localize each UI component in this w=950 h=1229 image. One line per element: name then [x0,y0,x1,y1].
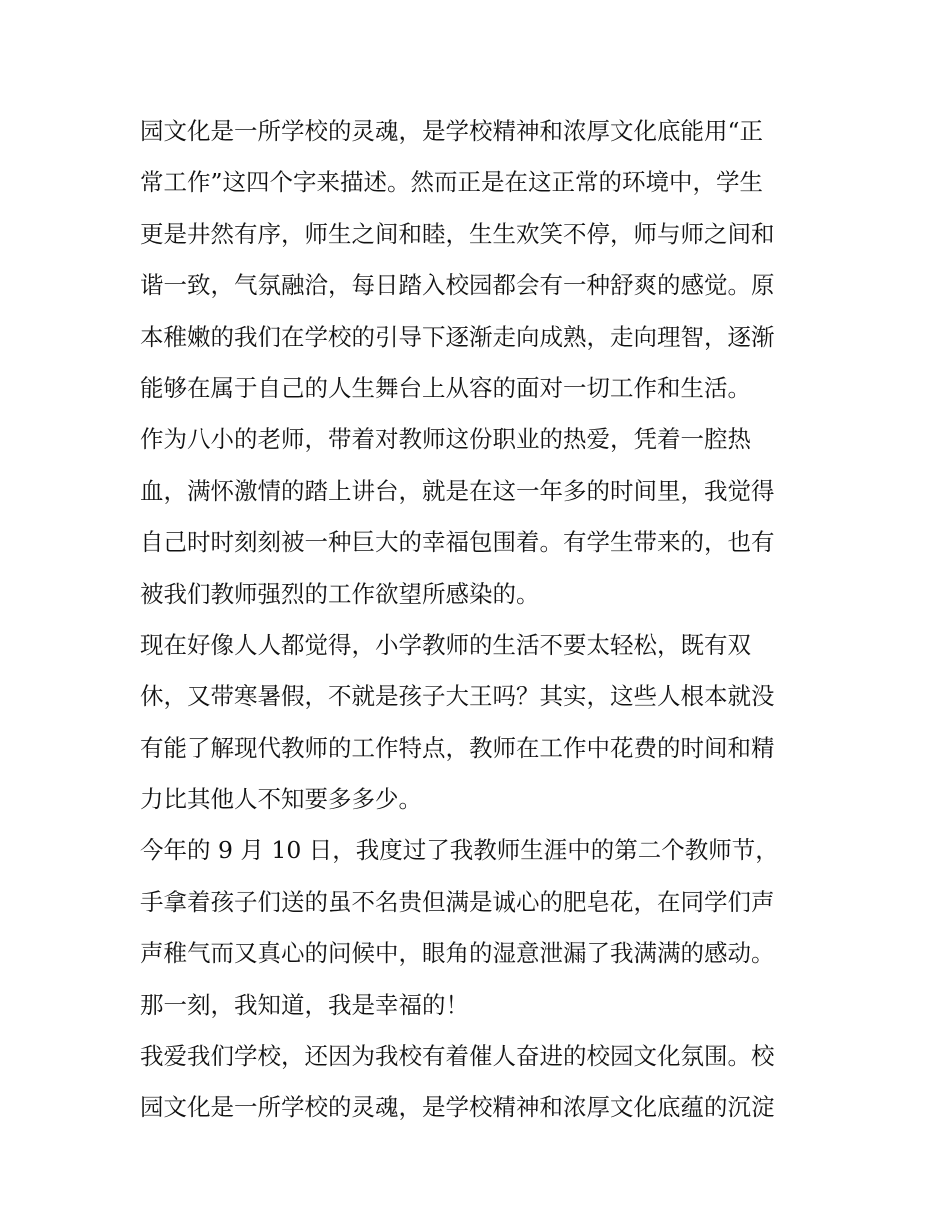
document-body [140,106,820,1134]
text-line: 现在好像人人都觉得，小学教师的生活不要太轻松，既有双 [140,630,751,659]
text-line: 园文化是一所学校的灵魂，是学校精神和浓厚文化底蕴的沉淀 [140,1093,775,1122]
text-line: 园文化是一所学校的灵魂，是学校精神和浓厚文化底能用“正 [140,117,764,145]
text-line: 今年的 9 月 10 日，我度过了我教师生涯中的第二个教师节， [140,836,779,865]
text-line: 我爱我们学校，还因为我校有着催人奋进的校园文化氛围。校 [140,1042,775,1071]
text-line: 本稚嫩的我们在学校的引导下逐渐走向成熟，走向理智，逐渐 [140,322,775,351]
text-line: 那一刻，我知道，我是幸福的！ [140,990,469,1019]
text-line: 更是井然有序，师生之间和睦，生生欢笑不停，师与师之间和 [140,219,775,248]
text-line: 常工作”这四个字来描述。然而正是在这正常的环境中，学生 [140,168,764,197]
text-line: 血，满怀激情的踏上讲台，就是在这一年多的时间里，我觉得 [140,476,775,505]
text-line: 声稚气而又真心的问候中，眼角的湿意泄漏了我满满的感动。 [140,939,775,968]
text-line: 休，又带寒暑假，不就是孩子大王吗？其实，这些人根本就没 [140,682,775,711]
text-line: 能够在属于自己的人生舞台上从容的面对一切工作和生活。 [140,373,751,402]
text-line: 力比其他人不知要多多少。 [140,785,422,814]
text-line: 谐一致，气氛融洽，每日踏入校园都会有一种舒爽的感觉。原 [140,271,775,300]
text-line: 手拿着孩子们送的虽不名贵但满是诚心的肥皂花，在同学们声 [140,887,775,916]
text-line: 自己时时刻刻被一种巨大的幸福包围着。有学生带来的，也有 [140,528,775,557]
text-line: 有能了解现代教师的工作特点，教师在工作中花费的时间和精 [140,733,775,762]
text-line: 作为八小的老师，带着对教师这份职业的热爱，凭着一腔热 [140,425,751,454]
text-line: 被我们教师强烈的工作欲望所感染的。 [140,579,540,608]
